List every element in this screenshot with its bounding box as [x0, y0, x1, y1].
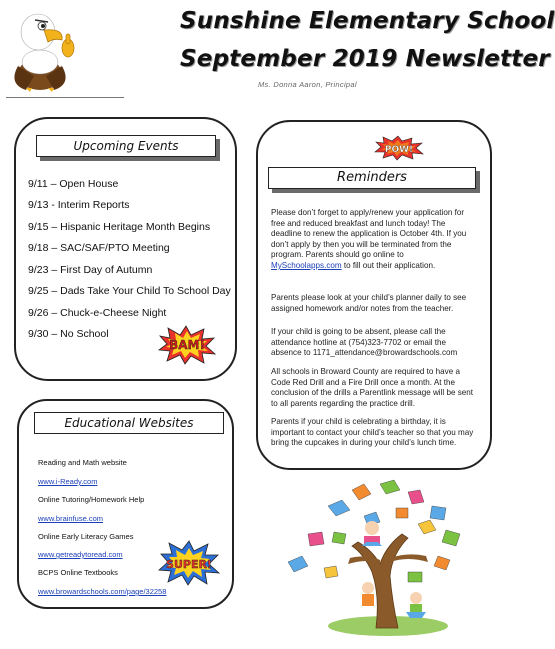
website-label: Online Tutoring/Homework Help [38, 495, 145, 504]
pow-burst-icon [374, 136, 424, 160]
website-link-getreadytoread[interactable]: www.getreadytoread.com [38, 550, 123, 559]
event-item: 9/30 – No School [28, 328, 109, 340]
event-item: 9/23 – First Day of Autumn [28, 264, 153, 276]
event-item: 9/11 – Open House [28, 178, 119, 190]
newsletter-title-line1: Sunshine Elementary School [180, 8, 555, 34]
eagle-mascot-icon [4, 4, 84, 92]
reminder-drills: All schools in Broward County are required to have a Code Red Drill and a Fire Drill once a month. At the conclusion of the drills a Parentlink message will be sent to all parents regarding the practice drill. [271, 367, 473, 408]
reminder-absence: If your child is going to be absent, please call the attendance hotline at (754)323-7702 or email the absence to 1171_attendance@browardschools.com [271, 327, 458, 358]
super-text: SUPER! [166, 558, 212, 571]
reminder-free-lunch [271, 208, 476, 272]
newsletter-title-line2: September 2019 Newsletter [180, 46, 550, 72]
reminders-heading: Reminders [268, 167, 476, 189]
event-item: 9/15 – Hispanic Heritage Month Begins [28, 221, 211, 233]
reminder-birthday: Parents if your child is celebrating a birthday, it is important to contact your child’s teacher so that you may bring the cupcakes in during your child’s lunch time. [271, 417, 474, 448]
reading-tree-icon [268, 476, 482, 644]
upcoming-events-heading: Upcoming Events [36, 135, 216, 157]
myschoolapps-link[interactable]: MySchoolapps.com [271, 260, 342, 270]
website-link-iready[interactable]: www.i-Ready.com [38, 477, 98, 486]
event-item: 9/13 - Interim Reports [28, 199, 130, 211]
bam-burst-icon [158, 326, 216, 364]
bam-text: BAM! [169, 338, 205, 352]
website-label: Reading and Math website [38, 458, 127, 467]
event-item: 9/18 – SAC/SAF/PTO Meeting [28, 242, 170, 254]
event-item: 9/26 – Chuck-e-Cheese Night [28, 307, 167, 319]
website-label: BCPS Online Textbooks [38, 568, 118, 577]
pow-text: POW! [384, 145, 414, 155]
event-item: 9/25 – Dads Take Your Child To School Day [28, 285, 231, 297]
reminder-planner: Parents please look at your child’s planner daily to see assigned homework and/or notes from the teacher. [271, 293, 467, 313]
educational-websites-heading: Educational Websites [34, 412, 224, 434]
super-burst-icon [158, 540, 220, 586]
reminder-text: to fill out their application. [341, 260, 436, 270]
website-label: Online Early Literacy Games [38, 532, 134, 541]
website-link-bcps-textbooks[interactable]: www.browardschools.com/page/32258 [38, 587, 167, 596]
reminder-text: Please don’t forget to apply/renew your application for free and reduced breakfast and lunch today! The deadline to renew the application is October 4th. If you don’t apply by then you will be terminated from the program. Parents should go online to [271, 208, 467, 260]
website-link-brainfuse[interactable]: www.brainfuse.com [38, 514, 104, 523]
principal-name: Ms. Donna Aaron, Principal [258, 80, 357, 89]
